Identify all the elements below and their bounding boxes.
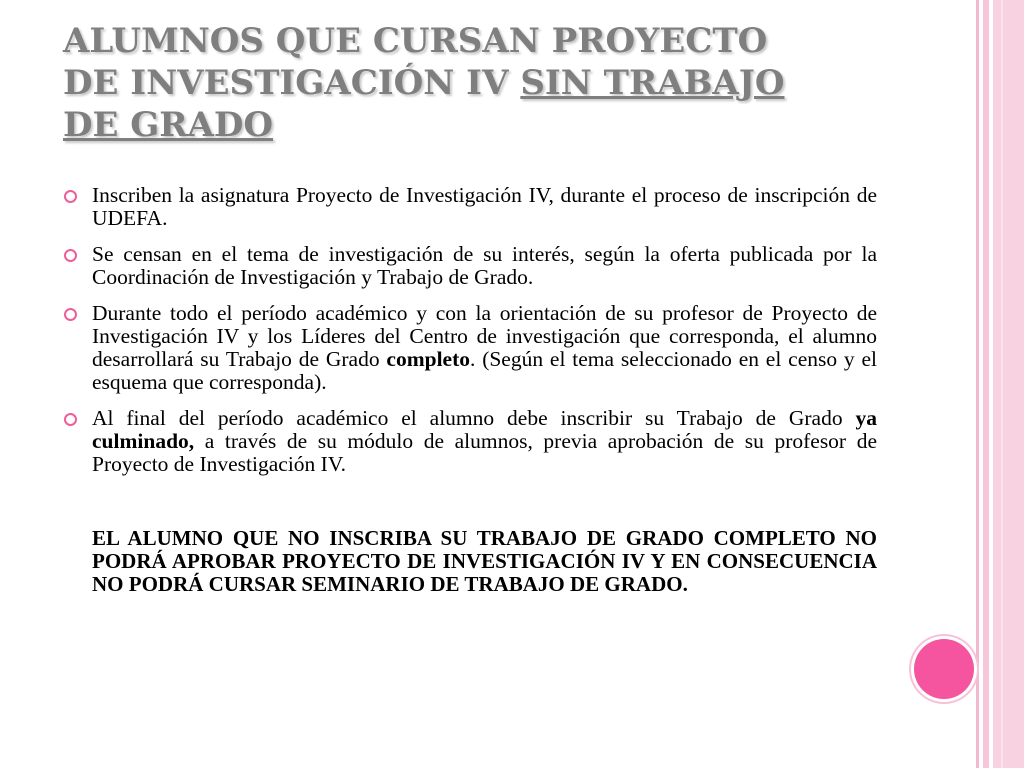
bullet-item xyxy=(62,302,877,394)
title-line-2: DE INVESTIGACIÓN IV xyxy=(63,63,521,103)
bullet-text: Inscriben la asignatura Proyecto de Investigación IV, durante el proceso de inscripción de UDEFA. xyxy=(92,183,877,230)
bullet-item xyxy=(62,407,877,476)
bullet-item xyxy=(62,184,877,230)
stripe xyxy=(993,0,1024,768)
bullet-text-after: a través de su módulo de alumnos, previa aprobación de su profesor de Proyecto de Investigación IV. xyxy=(92,429,877,476)
stripe xyxy=(983,0,989,768)
bullet-list xyxy=(62,184,877,489)
ring-bullet-icon xyxy=(64,190,77,203)
bullet-text: Se censan en el tema de investigación de su interés, según la oferta publicada por la Coordinación de Investigación y Trabajo de Grado. xyxy=(92,242,877,289)
stripe xyxy=(976,0,979,768)
decorative-side-stripes xyxy=(976,0,1024,768)
slide-title xyxy=(63,20,863,146)
bullet-text-before: Al final del período académico el alumno debe inscribir su Trabajo de Grado xyxy=(92,406,856,430)
bullet-item xyxy=(62,243,877,289)
ring-bullet-icon xyxy=(64,249,77,262)
bullet-text-bold: ya culminado, xyxy=(92,406,877,453)
warning-note: EL ALUMNO QUE NO INSCRIBA SU TRABAJO DE GRADO COMPLETO NO PODRÁ APROBAR PROYECTO DE INVESTIGACIÓN IV Y EN CONSECUENCIA NO PODRÁ CURSAR SEMINARIO DE TRABAJO DE GRADO. xyxy=(92,526,877,596)
title-underlined-1: SIN TRABAJO xyxy=(520,63,785,103)
bullet-text-before: Durante todo el período académico y con la orientación de su profesor de Proyecto de Investigación IV y los Líderes del Centro de investigación que corresponda, el alumno desarrollará su Trabajo de Grado xyxy=(92,301,877,371)
ring-bullet-icon xyxy=(64,413,77,426)
bullet-text-after: . (Según el tema seleccionado en el censo y el esquema que corresponda). xyxy=(92,347,878,394)
decorative-pink-circle xyxy=(914,639,974,699)
bullet-text-bold: completo xyxy=(386,347,470,371)
title-line-1: ALUMNOS QUE CURSAN PROYECTO xyxy=(63,21,768,61)
ring-bullet-icon xyxy=(64,308,77,321)
title-underlined-2: DE GRADO xyxy=(63,105,274,145)
stripe xyxy=(1001,0,1003,768)
